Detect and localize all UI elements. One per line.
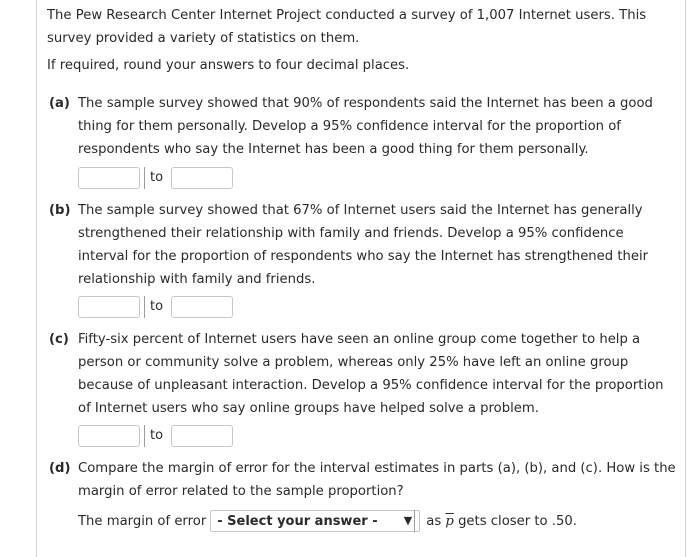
part-b-question xyxy=(49,199,677,291)
part-a-to-label: to xyxy=(144,167,168,189)
intro-text: The Pew Research Center Internet Project conducted a survey of 1,007 Internet users. This survey provided a variety of statistics on them. xyxy=(47,8,647,46)
part-d-question xyxy=(49,457,677,503)
part-c-text: Fifty-six percent of Internet users have seen an online group come together to help a person or community solve a problem, whereas only 25% have left an online group because of unpleasant interaction. Develop a 95% confidence interval for the proportion of Internet users who say online groups have helped solve a problem. xyxy=(78,332,664,416)
part-a-interval xyxy=(78,165,233,191)
caret-down-icon: ▼ xyxy=(400,510,415,532)
part-b-text: The sample survey showed that 67% of Internet users said the Internet has generally strengthened their relationship with family and friends. Develop a 95% confidence interval for the proportion of respondents who say the Internet has strengthened their relationship with family and friends. xyxy=(78,203,649,287)
part-a-text: The sample survey showed that 90% of respondents said the Internet has been a good thing for them personally. Develop a 95% confidence interval for the proportion of respondents who say the Internet has been a good thing for them personally. xyxy=(78,96,653,157)
part-c xyxy=(49,328,677,420)
part-a-lower-input[interactable] xyxy=(78,167,140,189)
part-a xyxy=(49,92,677,161)
part-b-letter: (b) xyxy=(49,203,71,218)
margin-of-error-select[interactable] xyxy=(210,510,420,532)
part-d-answer-line xyxy=(78,508,577,534)
part-a-question xyxy=(49,92,677,161)
part-b-upper-input[interactable] xyxy=(171,296,233,318)
rounding-instruction: If required, round your answers to four decimal places. xyxy=(47,58,410,73)
part-c-interval xyxy=(78,423,233,449)
part-c-letter: (c) xyxy=(49,332,69,347)
part-b-to-label: to xyxy=(144,296,168,318)
part-c-upper-input[interactable] xyxy=(171,425,233,447)
part-b-interval xyxy=(78,294,233,320)
part-d-letter: (d) xyxy=(49,461,71,476)
part-d xyxy=(49,457,677,503)
part-d-prefix: The margin of error xyxy=(78,513,207,529)
part-d-suffix-pre: as xyxy=(426,513,442,529)
part-d-text: Compare the margin of error for the interval estimates in parts (a), (b), and (c). How is the margin of error related to the sample proportion? xyxy=(78,461,676,499)
p-bar-symbol: $\overline{p}$ xyxy=(445,513,454,529)
part-b-lower-input[interactable] xyxy=(78,296,140,318)
question-panel xyxy=(36,0,686,557)
part-d-suffix-post: gets closer to .50. xyxy=(458,513,577,529)
part-a-upper-input[interactable] xyxy=(171,167,233,189)
part-c-question xyxy=(49,328,677,420)
part-c-lower-input[interactable] xyxy=(78,425,140,447)
select-placeholder: - Select your answer - xyxy=(217,513,378,529)
part-b xyxy=(49,199,677,291)
part-a-letter: (a) xyxy=(49,96,70,111)
part-c-to-label: to xyxy=(144,425,168,447)
